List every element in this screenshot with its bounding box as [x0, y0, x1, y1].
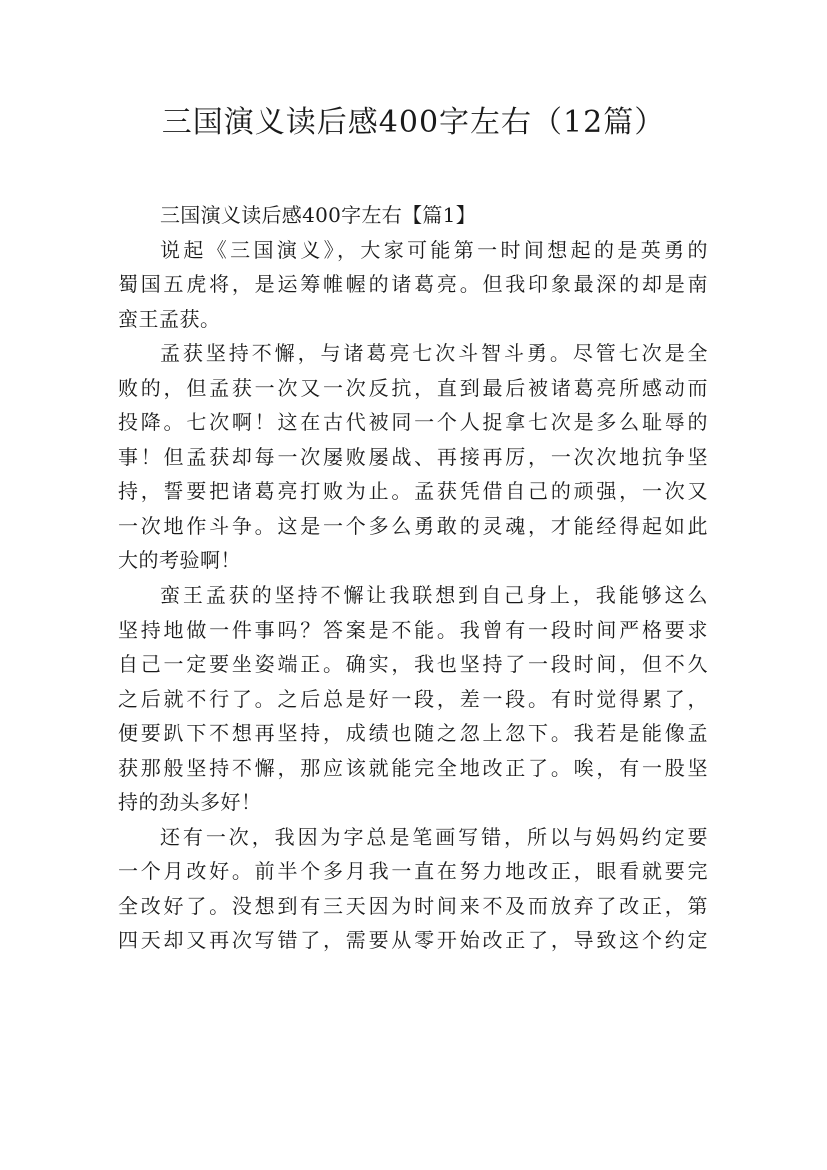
- paragraph-line: 持的劲头多好！: [118, 790, 262, 815]
- paragraph-line: 自己一定要坐姿端正。确实，我也坚持了一段时间，但不久: [118, 652, 708, 677]
- paragraph-line: 蛮王孟获。: [118, 306, 221, 331]
- section-heading: 三国演义读后感400字左右【篇1】: [160, 203, 476, 227]
- paragraph-1: [118, 233, 708, 337]
- paragraph-line: 全改好了。没想到有三天因为时间来不及而放弃了改正，第: [118, 893, 708, 918]
- paragraph-line: 坚持地做一件事吗？答案是不能。我曾有一段时间严格要求: [118, 617, 708, 642]
- paragraph-line: 之后就不行了。之后总是好一段，差一段。有时觉得累了，: [118, 686, 708, 711]
- paragraph-line: 蛮王孟获的坚持不懈让我联想到自己身上，我能够这么: [160, 583, 708, 608]
- paragraph-4: [118, 820, 708, 958]
- paragraph-line: 便要趴下不想再坚持，成绩也随之忽上忽下。我若是能像孟: [118, 721, 708, 746]
- paragraph-line: 大的考验啊！: [118, 548, 241, 573]
- document-body: [118, 198, 708, 958]
- paragraph-3: [118, 578, 708, 820]
- paragraph-line: 蜀国五虎将，是运筹帷幄的诸葛亮。但我印象最深的却是南: [118, 272, 708, 297]
- paragraph-line: 一次地作斗争。这是一个多么勇敢的灵魂，才能经得起如此: [118, 513, 708, 538]
- paragraph-line: 获那般坚持不懈，那应该就能完全地改正了。唉，有一股坚: [118, 755, 708, 780]
- paragraph-line: 持，誓要把诸葛亮打败为止。孟获凭借自己的顽强，一次又: [118, 479, 708, 504]
- document-title: 三国演义读后感400字左右（12篇）: [161, 105, 666, 140]
- paragraph-line: 孟获坚持不懈，与诸葛亮七次斗智斗勇。尽管七次是全: [160, 341, 708, 366]
- paragraph-line: 还有一次，我因为字总是笔画写错，所以与妈妈约定要: [160, 824, 708, 849]
- paragraph-line: 说起《三国演义》，大家可能第一时间想起的是英勇的: [160, 237, 708, 262]
- paragraph-line: 一个月改好。前半个多月我一直在努力地改正，眼看就要完: [118, 859, 708, 884]
- paragraph-line: 投降。七次啊！这在古代被同一个人捉拿七次是多么耻辱的: [118, 410, 708, 435]
- paragraph-line: 四天却又再次写错了，需要从零开始改正了，导致这个约定: [118, 928, 708, 953]
- paragraph-line: 败的，但孟获一次又一次反抗，直到最后被诸葛亮所感动而: [118, 375, 708, 400]
- paragraph-2: [118, 336, 708, 578]
- paragraph-line: 事！但孟获却每一次屡败屡战、再接再厉，一次次地抗争坚: [118, 444, 708, 469]
